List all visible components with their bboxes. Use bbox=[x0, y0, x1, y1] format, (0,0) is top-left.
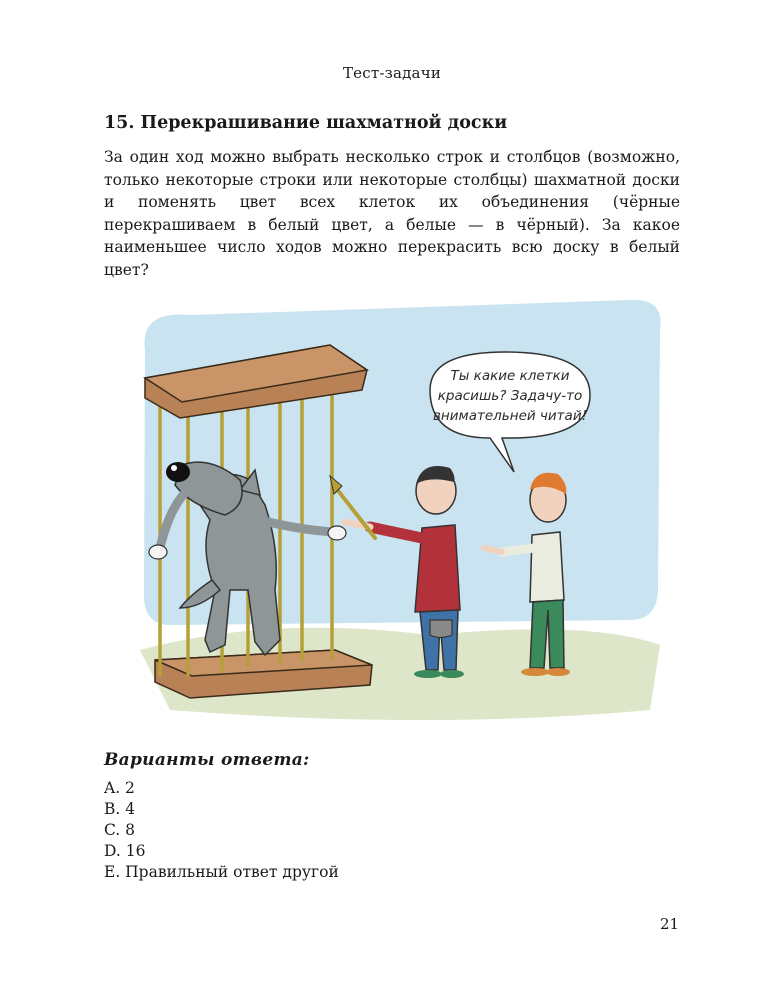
answer-options-heading: Варианты ответа: bbox=[104, 750, 310, 770]
problem-title: 15. Перекрашивание шахматной доски bbox=[104, 113, 508, 133]
speech-bubble-line-2: красишь? Задачу-то bbox=[437, 388, 583, 404]
cartoon-illustration bbox=[130, 290, 676, 730]
page-number: 21 bbox=[660, 915, 680, 933]
answer-option-a: A. 2 bbox=[104, 779, 135, 797]
answer-option-b: B. 4 bbox=[104, 800, 136, 818]
answer-option-d: D. 16 bbox=[104, 842, 146, 860]
running-header: Тест-задачи bbox=[342, 64, 442, 82]
answer-option-e: E. Правильный ответ другой bbox=[104, 863, 339, 881]
problem-statement: За один ход можно выбрать несколько строк и столбцов (возможно, только некоторые строки или некоторые столбцы) шахматной доски и поменять цвет всех клеток их объединения (чёрные перекрашиваем в белый цвет, а белые — в чёрный). За какое наименьшее число ходов можно перекрасить всю доску в белый цвет? bbox=[104, 148, 680, 279]
answer-option-c: C. 8 bbox=[104, 821, 136, 839]
answer-options-list bbox=[104, 778, 339, 883]
speech-bubble-line-1: Ты какие клетки bbox=[450, 368, 570, 384]
speech-bubble-line-3: внимательней читай! bbox=[432, 408, 588, 424]
